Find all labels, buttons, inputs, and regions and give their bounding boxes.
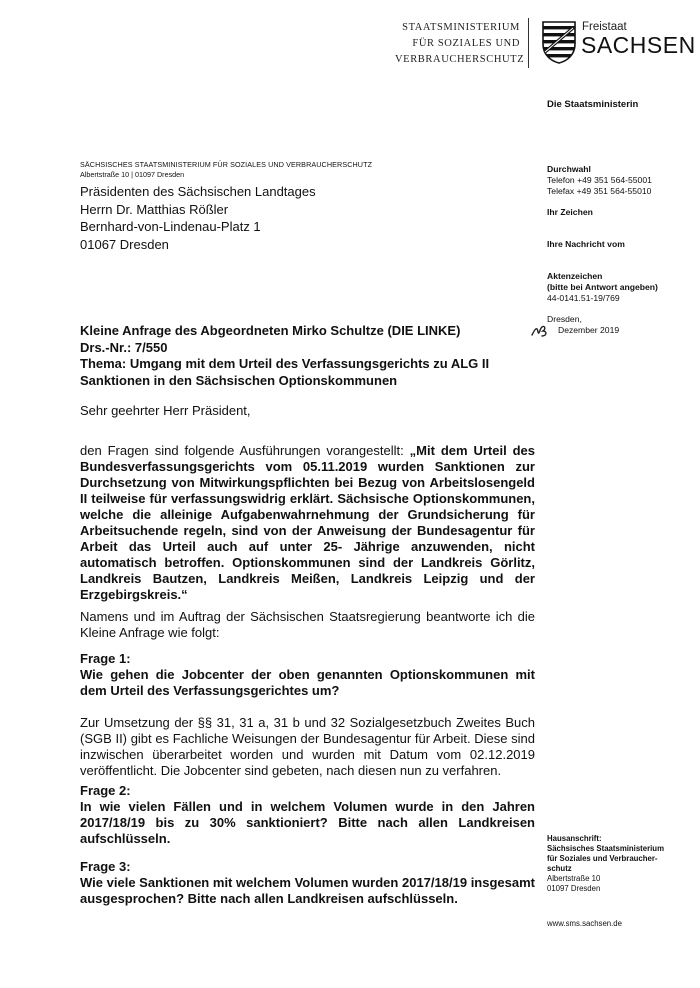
- ministry-line: VERBRAUCHERSCHUTZ: [395, 54, 525, 65]
- recipient-line: Präsidenten des Sächsischen Landtages: [80, 184, 316, 199]
- ihre-nachricht-label: Ihre Nachricht vom: [547, 239, 625, 249]
- subject-block: [80, 323, 535, 389]
- header-divider: [528, 18, 529, 68]
- question-text: In wie vielen Fällen und in welchem Volumen wurde in den Jahren 2017/18/19 bis zu 30% sanktioniert? Bitte nach allen Landkreisen aufschlüsseln.: [80, 799, 535, 846]
- question-label: Frage 1:: [80, 651, 131, 666]
- answer-1: Zur Umsetzung der §§ 31, 31 a, 31 b und 32 Sozialgesetzbuch Zweites Buch (SGB II) gibt es Fachliche Weisungen der Bundesagentur für Arbeit. Diese sind inzwischen überarbeitet worden und wurden mit Datum vom 02.12.2019 veröffentlicht. Die Jobcenter sind gebeten, nach diesen nun zu verfahren.: [80, 715, 535, 778]
- aktenzeichen-hint: (bitte bei Antwort angeben): [547, 282, 658, 292]
- date-month-year: Dezember 2019: [558, 325, 620, 335]
- salutation: Sehr geehrter Herr Präsident,: [80, 403, 251, 418]
- question-text: Wie viele Sanktionen mit welchem Volumen wurden 2017/18/19 insgesamt ausgesprochen? Bitte nach allen Landkreisen aufschlüsseln.: [80, 875, 535, 906]
- aktenzeichen-block: [547, 271, 658, 304]
- question-label: Frage 3:: [80, 859, 131, 874]
- recipient-line: Bernhard-von-Lindenau-Platz 1: [80, 219, 261, 234]
- ministry-line: FÜR SOZIALES UND: [412, 38, 520, 49]
- durchwahl-label: Durchwahl: [547, 164, 591, 174]
- postal-org-line: für Soziales und Verbraucher-: [547, 854, 658, 863]
- postal-city: 01097 Dresden: [547, 884, 601, 893]
- aktenzeichen-value: 44-0141.51-19/769: [547, 293, 620, 303]
- telefax: Telefax +49 351 564-55010: [547, 186, 652, 196]
- aktenzeichen-label: Aktenzeichen: [547, 271, 603, 281]
- question-1: [80, 651, 535, 699]
- postal-org-line: Sächsisches Staatsministerium: [547, 844, 665, 853]
- side-title: Die Staatsministerin: [547, 99, 639, 110]
- question-text: Wie gehen die Jobcenter der oben genannten Optionskommunen mit dem Urteil des Verfassungsgerichtes um?: [80, 667, 535, 698]
- state-label-large: SACHSEN: [581, 32, 696, 58]
- postal-label: Hausanschrift:: [547, 834, 602, 843]
- question-2: [80, 783, 535, 847]
- website-link[interactable]: www.sms.sachsen.de: [547, 919, 622, 928]
- subject-line: Drs.-Nr.: 7/550: [80, 339, 168, 355]
- sender-line: SÄCHSISCHES STAATSMINISTERIUM FÜR SOZIALES UND VERBRAUCHERSCHUTZ: [80, 160, 373, 169]
- saxony-coat-of-arms-icon: [541, 20, 577, 64]
- subject-line: Thema: Umgang mit dem Urteil des Verfassungsgerichts zu ALG II: [80, 356, 490, 371]
- preamble-paragraph: [80, 443, 535, 603]
- question-3: [80, 859, 535, 907]
- sender-address: Albertstraße 10 | 01097 Dresden: [80, 170, 185, 179]
- subject-line: Kleine Anfrage des Abgeordneten Mirko Schultze (DIE LINKE): [80, 323, 461, 338]
- place-label: Dresden,: [547, 314, 582, 324]
- preamble-quote: „Mit dem Urteil des Bundesverfassungsgerichts vom 05.11.2019 wurden Sanktionen zur Durchsetzung von Mitwirkungspflichten bei Bezug von Arbeitslosengeld II teilweise für verfassungswidrig erklärt. Sächsische Optionskommunen, welche die alleinige Aufgabenwahrnehmung der Grundsicherung für Arbeitsuchende regeln, sind von der Anweisung der Bundesagentur für Arbeit das Urteil auch auf unter 25- Jährige anzuwenden, nicht automatisch betroffen. Optionskommunen sind der Landkreis Görlitz, Landkreis Bautzen, Landkreis Meißen, Landkreis Leipzig und der Erzgebirgskreis.“: [80, 443, 535, 602]
- preamble-intro: den Fragen sind folgende Ausführungen vorangestellt:: [80, 443, 404, 458]
- postal-address: [547, 834, 664, 894]
- question-label: Frage 2:: [80, 783, 131, 798]
- state-label-small: Freistaat: [582, 21, 627, 33]
- ministry-line: STAATSMINISTERIUM: [402, 22, 520, 33]
- telefon: Telefon +49 351 564-55001: [547, 175, 652, 185]
- ihr-zeichen-label: Ihr Zeichen: [547, 207, 593, 217]
- postal-org-line: schutz: [547, 864, 572, 873]
- subject-line: Sanktionen in den Sächsischen Optionskommunen: [80, 372, 398, 388]
- postal-street: Albertstraße 10: [547, 874, 601, 883]
- ministry-name: [395, 20, 525, 68]
- namens-paragraph: Namens und im Auftrag der Sächsischen Staatsregierung beantworte ich die Kleine Anfrage wie folgt:: [80, 609, 535, 640]
- recipient-line: 01067 Dresden: [80, 236, 169, 252]
- contact-block: [547, 164, 652, 197]
- recipient-line: Herrn Dr. Matthias Rößler: [80, 201, 229, 217]
- recipient-address: [80, 183, 316, 253]
